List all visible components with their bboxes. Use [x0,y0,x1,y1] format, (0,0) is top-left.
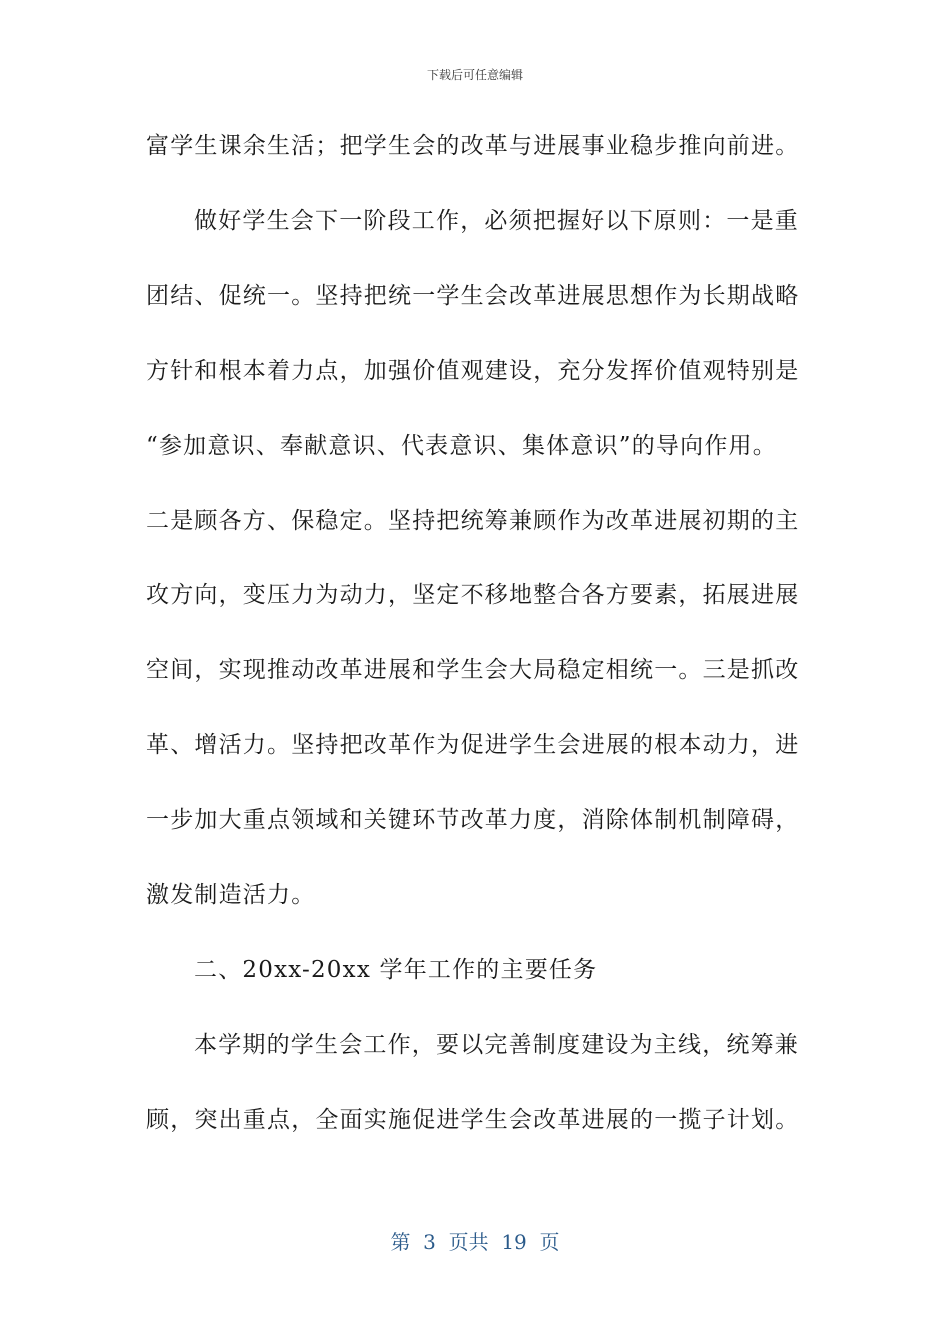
paragraph-line: “参加意识、奉献意识、代表意识、集体意识”的导向作用。 [146,433,777,459]
page-footer: 第 3 页共 19 页 [390,1230,560,1254]
paragraph-line: 本学期的学生会工作，要以完善制度建设为主线，统筹兼 [194,1032,799,1058]
paragraph-line: 富学生课余生活；把学生会的改革与进展事业稳步推向前进。 [146,133,800,159]
paragraph-line: 方针和根本着力点，加强价值观建设，充分发挥价值观特别是 [146,358,800,384]
paragraph-line: 二是顾各方、保稳定。坚持把统筹兼顾作为改革进展初期的主 [146,508,800,534]
paragraph-line: 团结、促统一。坚持把统一学生会改革进展思想作为长期战略 [146,283,800,309]
section-heading: 二、20xx-20xx 学年工作的主要任务 [194,957,598,983]
paragraph-line: 一步加大重点领域和关键环节改革力度，消除体制机制障碍， [146,807,800,833]
page-header: 下载后可任意编辑 [426,68,523,82]
paragraph-line: 空间，实现推动改革进展和学生会大局稳定相统一。三是抓改 [146,657,800,683]
paragraph-line: 激发制造活力。 [146,882,316,908]
paragraph-line: 攻方向，变压力为动力，坚定不移地整合各方要素，拓展进展 [146,582,800,608]
paragraph-line: 革、增活力。坚持把改革作为促进学生会进展的根本动力，进 [146,732,800,758]
paragraph-line: 顾，突出重点，全面实施促进学生会改革进展的一揽子计划。 [146,1107,800,1133]
paragraph-line: 做好学生会下一阶段工作，必须把握好以下原则：一是重 [194,208,799,234]
